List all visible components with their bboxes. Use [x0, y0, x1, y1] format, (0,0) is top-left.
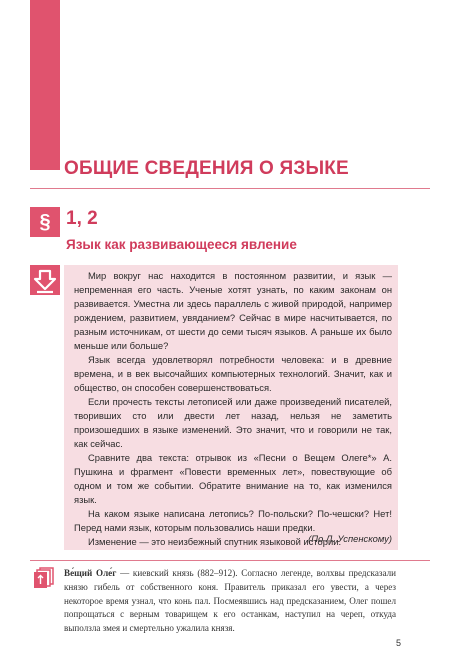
main-text: [74, 269, 392, 549]
footnote-divider: [30, 560, 430, 561]
text-paragraph: Мир вокруг нас находится в постоянном развитии, и язык — непременная его часть. Ученые хотят узнать, по каким законам он развивается. Уместна ли здесь параллель с живой природой, например рождением, развитием, увяданием? Сейчас в мире насчитывается, по разным источникам, от шести до семи тысяч языков. А раньше их было меньше или больше?: [74, 270, 392, 351]
text-paragraph: Если прочесть тексты летописей или даже произведений писателей, творивших сто или двести лет назад, нельзя не заметить произошедших в языке изменений. Это значит, что и говорили не так, как сейчас.: [74, 396, 392, 449]
footnote-body: — киевский князь (882–912). Согласно легенде, волхвы предсказали князю гибель от собственного коня. Правитель приказал его увести, а через некоторое время узнал, что конь пал. Посмеявшись над предсказанием, Олег пошел попрощаться с верным товарищем к его останкам, наступил на череп, откуда выползла змея и смертельно ужалила князя.: [64, 568, 396, 634]
top-accent-bar: [30, 0, 60, 170]
paragraph-section-icon: [30, 207, 60, 237]
section-badge-symbol: §: [39, 210, 51, 233]
text-paragraph: На каком языке написана летопись? По-польски? По-чешски? Нет! Перед нами язык, которым пользовались наши предки.: [74, 508, 392, 533]
text-paragraph: Язык всегда удовлетворял потребности человека: и в древние времена, и в век высочайших компьютерных технологий. Значит, как и общество, он способен совершенствоваться.: [74, 354, 392, 393]
text-paragraph: Изменение — это неизбежный спутник языковой истории.: [88, 536, 342, 547]
text-paragraph: Сравните два текста: отрывок из «Песни о Вещем Олеге*» А. Пушкина и фрагмент «Повести временных лет», повествующие об одном и том же событии. Обратите внимание на то, как изменился язык.: [74, 452, 392, 505]
footnote-text: [64, 567, 396, 636]
footnote-term: Ве́щий Оле́г: [64, 568, 117, 578]
section-subtitle: Язык как развивающееся явление: [66, 237, 297, 252]
arrow-down-icon: [30, 265, 60, 295]
section-numbers: 1, 2: [66, 208, 98, 229]
text-author: (По Л. Успенскому): [308, 533, 392, 544]
title-divider: [30, 188, 430, 189]
chapter-title: ОБЩИЕ СВЕДЕНИЯ О ЯЗЫКЕ: [64, 158, 349, 179]
page-number: 5: [396, 638, 402, 648]
stacked-pages-icon: [32, 566, 56, 590]
